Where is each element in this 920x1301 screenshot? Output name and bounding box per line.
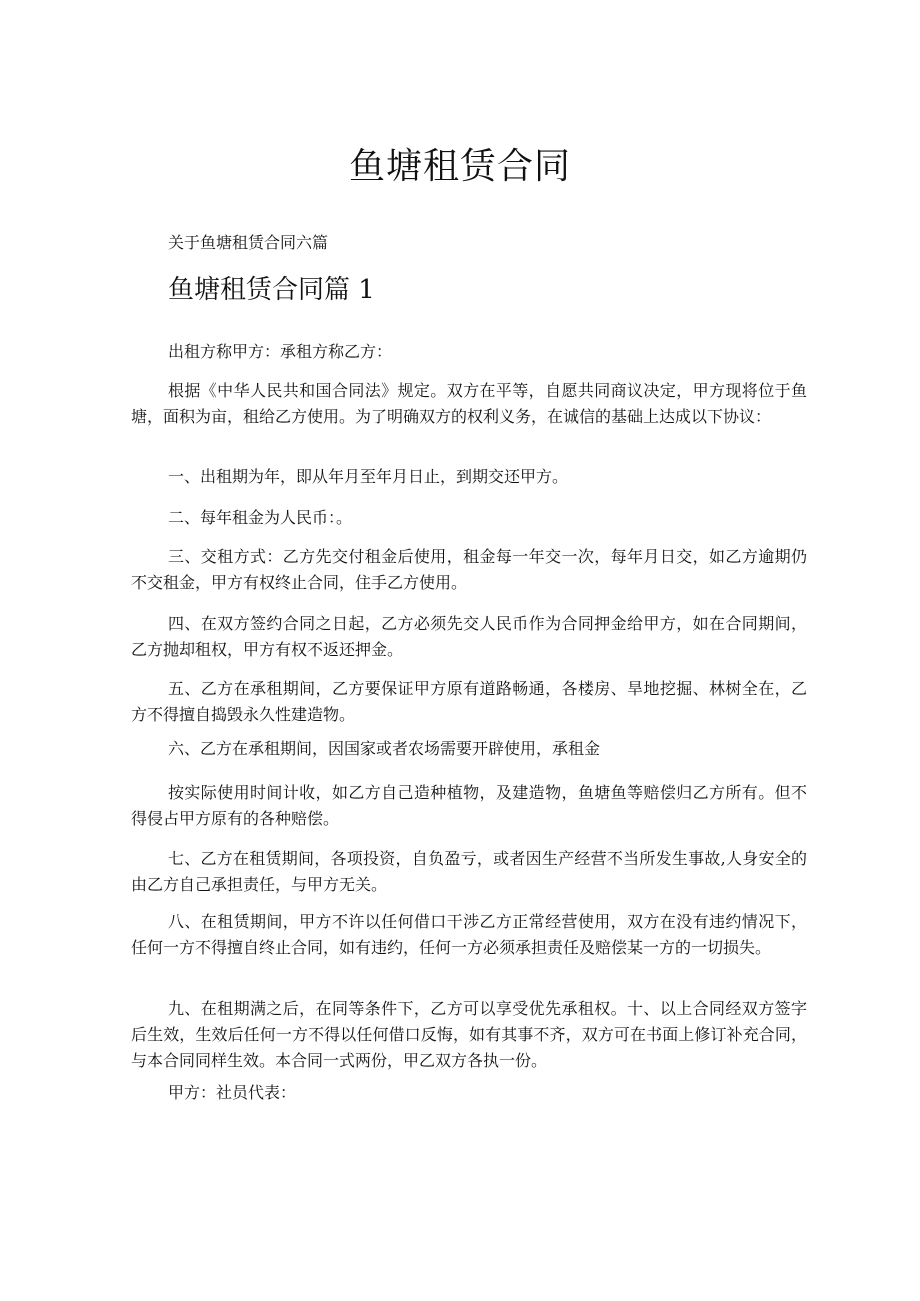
paragraph-clause-1: 一、出租期为年，即从年月至年月日止，到期交还甲方。	[168, 467, 569, 486]
paragraph-clause-6-continued: 按实际使用时间计收，如乙方自己造种植物，及建造物，鱼塘鱼等赔偿归乙方所有。但不得侵占甲方原有的各种赔偿。	[131, 783, 807, 828]
section-heading: 鱼塘租赁合同篇 1	[168, 275, 375, 305]
paragraph-clause-3: 三、交租方式：乙方先交付租金后使用，租金每一年交一次，每年月日交，如乙方逾期仍不交租金，甲方有权终止合同，住手乙方使用。	[131, 547, 807, 592]
paragraph-clause-4: 四、在双方签约合同之日起，乙方必须先交人民币作为合同押金给甲方，如在合同期间，乙方抛却租权，甲方有权不返还押金。	[131, 614, 807, 659]
paragraph-signature-party-a: 甲方：社员代表：	[168, 1083, 297, 1102]
paragraph-clause-2: 二、每年租金为人民币：。	[168, 508, 353, 527]
paragraph-clause-7: 七、乙方在租赁期间，各项投资，自负盈亏，或者因生产经营不当所发生事故,人身安全的由乙方自己承担责任，与甲方无关。	[131, 849, 807, 894]
paragraph-clause-9-10: 九、在租期满之后，在同等条件下，乙方可以享受优先承租权。十、以上合同经双方签字后生效，生效后任何一方不得以任何借口反悔，如有其事不齐，双方可在书面上修订补充合同，与本合同同样生效。本合同一式两份，甲乙双方各执一份。	[131, 999, 807, 1070]
paragraph-clause-6: 六、乙方在承租期间，因国家或者农场需要开辟使用，承租金	[168, 739, 601, 758]
document-subtitle: 关于鱼塘租赁合同六篇	[168, 233, 329, 252]
paragraph-clause-5: 五、乙方在承租期间，乙方要保证甲方原有道路畅通，各楼房、旱地挖掘、林树全在，乙方不得擅自捣毁永久性建造物。	[131, 679, 807, 724]
paragraph-preamble: 根据《中华人民共和国合同法》规定。双方在平等，自愿共同商议决定，甲方现将位于鱼塘，面积为亩，租给乙方使用。为了明确双方的权利义务，在诚信的基础上达成以下协议：	[131, 381, 807, 426]
paragraph-clause-8: 八、在租赁期间，甲方不许以任何借口干涉乙方正常经营使用，双方在没有违约情况下，任何一方不得擅自终止合同，如有违约，任何一方必须承担责任及赔偿某一方的一切损失。	[131, 912, 807, 957]
document-title: 鱼塘租赁合同	[348, 146, 571, 187]
paragraph-parties: 出租方称甲方：承租方称乙方：	[168, 342, 393, 361]
